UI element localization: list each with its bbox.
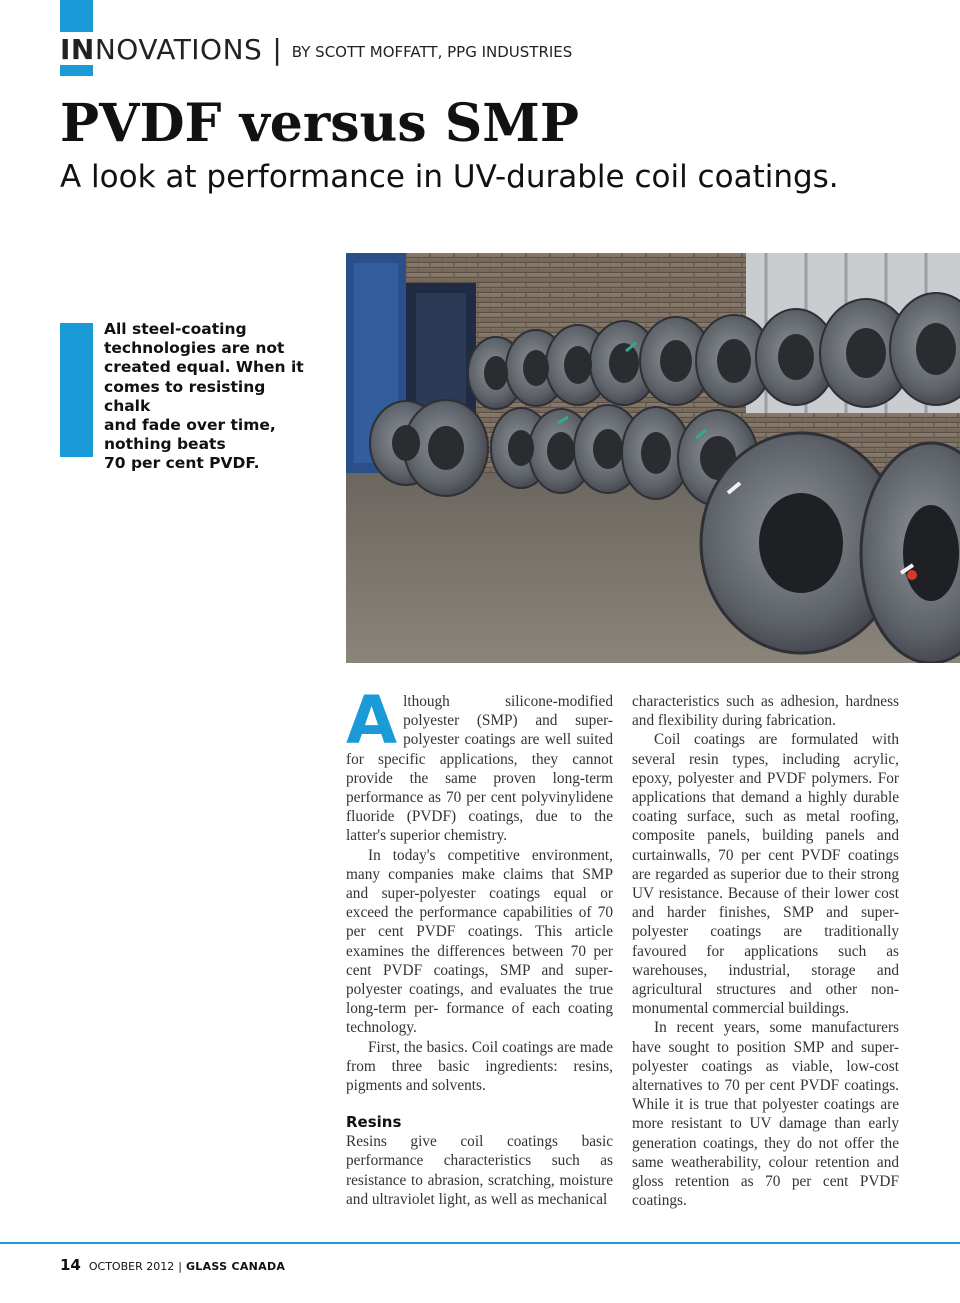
section-header xyxy=(60,32,572,66)
body-column-left xyxy=(346,682,613,1209)
steel-coils-photo xyxy=(346,253,960,663)
page-number: 14 xyxy=(60,1256,81,1274)
section-accent-bar-top xyxy=(60,0,93,32)
footer-rule xyxy=(0,1242,960,1244)
paragraph-continued: characteristics such as adhesion, hardness and flexibility during fabrication. xyxy=(632,693,899,730)
issue-date: OCTOBER 2012 xyxy=(88,1260,175,1273)
paragraph: Coil coatings are formulated with several resin types, including acrylic, epoxy, polyester and PVDF polymers. For applications that demand a highly durable coating surface, such as metal roofing, composite panels, building panels and curtainwalls, 70 per cent PVDF coatings are regarded as superior due to their strong UV resistance. Because of their lower cost and harder finishes, SMP and super-polyester coatings are traditionally favoured for applications such as warehouses, industrial, storage and agricultural structures and other non-monumental commercial buildings. xyxy=(632,731,899,1018)
pull-quote-accent-bar xyxy=(60,323,93,457)
paragraph: Resins give coil coatings basic performance characteristics such as resistance to abrasion, scratching, moisture and ultraviolet light, as well as mechanical xyxy=(346,1133,613,1208)
paragraph-intro: Although silicone-modified polyester (SMP) and super-polyester coatings are well suited for specific applications, they cannot provide the same proven long-term performance as 70 per cent polyvinylidene fluoride (PVDF) coatings, due to the latter's superior chemistry. xyxy=(346,682,613,845)
header-separator: | xyxy=(272,32,282,66)
page-footer xyxy=(60,1256,285,1274)
pull-quote: All steel-coating technologies are not created equal. When it comes to resisting chalk and fade over time, nothing beats 70 per cent PVDF. xyxy=(104,320,304,473)
subheading-resins: Resins xyxy=(346,1113,402,1132)
footer-separator: | xyxy=(178,1260,182,1273)
article-title: PVDF versus SMP xyxy=(60,93,579,154)
paragraph: In today's competitive environment, many companies make claims that SMP and super-polyester coatings equal or exceed the performance capabilities of 70 per cent PVDF coatings. This article examines the differences between 70 per cent PVDF coatings, SMP and super-polyester coatings, and evaluates the true long-term per- formance of each coating technology. xyxy=(346,846,613,1037)
body-column-right xyxy=(632,692,899,1210)
section-name: INNOVATIONS xyxy=(60,32,263,66)
drop-cap: A xyxy=(346,682,398,759)
section-accent-bar-bottom xyxy=(60,65,93,76)
article-subtitle: A look at performance in UV-durable coil coatings. xyxy=(60,159,839,195)
paragraph: First, the basics. Coil coatings are made from three basic ingredients: resins, pigments and solvents. xyxy=(346,1038,613,1095)
paragraph: In recent years, some manufacturers have sought to position SMP and super-polyester coatings as viable, low-cost alternatives to 70 per cent PVDF coatings. While it is true that polyester coatings are more resistant to UV damage than early generation coatings, they do not offer the same weatherability, colour retention and gloss retention as 70 per cent PVDF coatings. xyxy=(632,1019,899,1210)
magazine-name: GLASS CANADA xyxy=(185,1260,286,1273)
byline: BY SCOTT MOFFATT, PPG INDUSTRIES xyxy=(291,42,573,61)
